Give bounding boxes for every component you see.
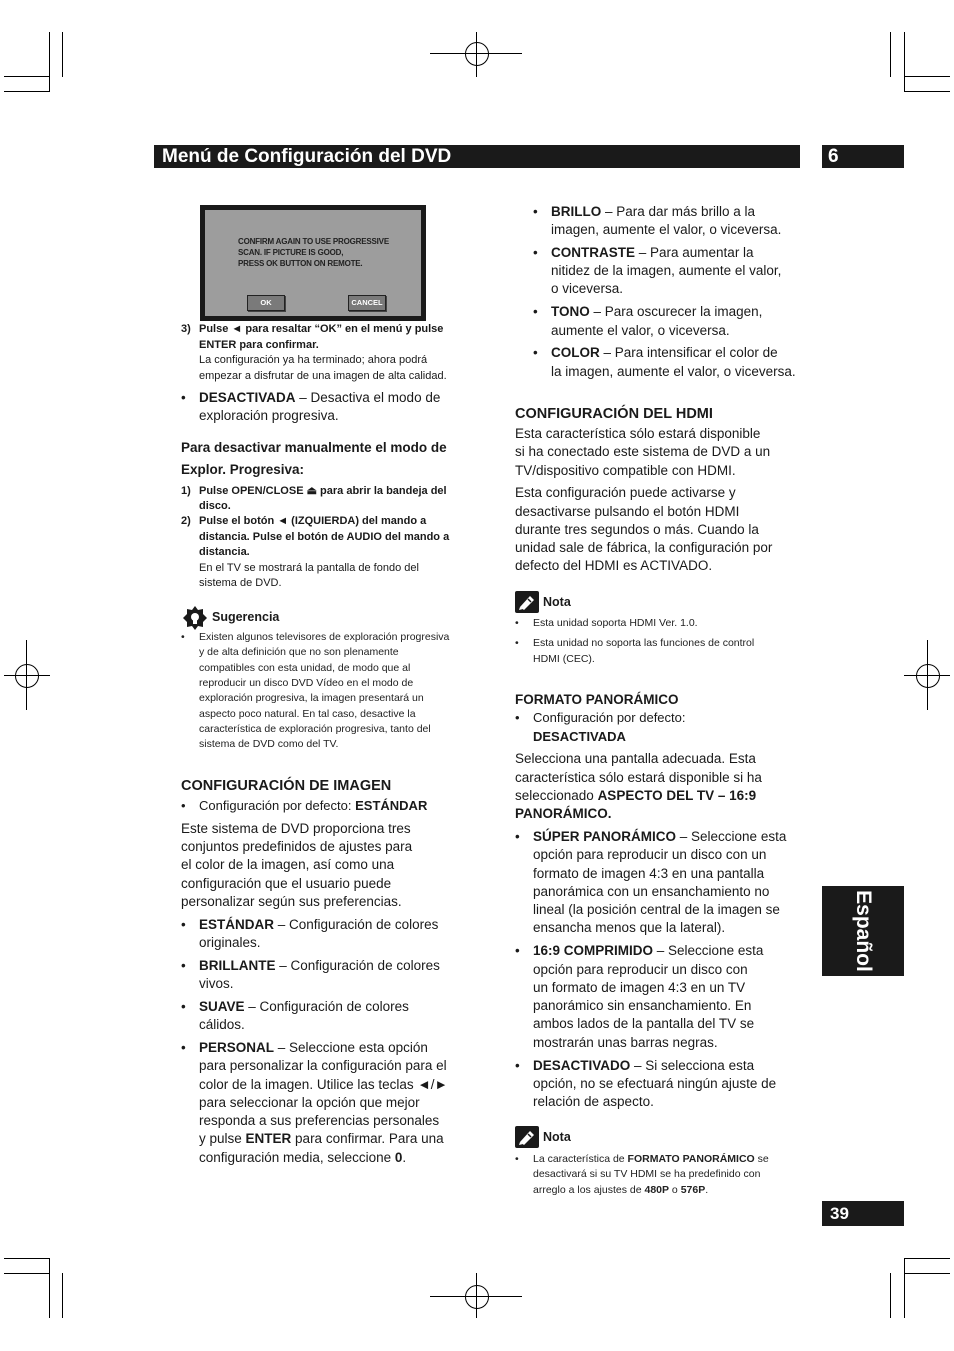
setting-480p: 480P (644, 1184, 670, 1196)
note-label: Nota (543, 1130, 571, 1144)
hdmi-text: desactivarse pulsando el botón HDMI (515, 504, 740, 519)
page-number (822, 1201, 904, 1226)
image-config-heading: CONFIGURACIÓN DE IMAGEN (181, 778, 392, 794)
tip-line: característica de exploración progresiva, tanto del (199, 723, 431, 735)
text: . (402, 1150, 407, 1165)
manual-heading-2: Explor. Progresiva: (181, 462, 305, 477)
off-term: DESACTIVADO (533, 1058, 631, 1073)
bullet: • (181, 631, 185, 643)
bullet: • (181, 798, 186, 813)
note-icon (515, 591, 539, 613)
text: seleccionado (515, 788, 598, 803)
bright-term: BRILLANTE (199, 958, 276, 973)
brightness-item (551, 203, 755, 221)
image-default-value: ESTÁNDAR (355, 798, 428, 813)
desactivada-term: DESACTIVADA (199, 390, 296, 405)
hdmi-text: Esta configuración puede activarse y (515, 485, 736, 500)
super-wide-line: lineal (la posición central de la imagen se (533, 902, 780, 917)
super-wide-line: panorámica con un ensanchamiento no (533, 884, 770, 899)
super-wide-term: SÚPER PANORÁMICO (533, 829, 677, 844)
widescreen-heading: FORMATO PANORÁMICO (515, 692, 679, 707)
bullet: • (515, 829, 520, 844)
tip-label: Sugerencia (212, 610, 280, 624)
hdmi-text: unidad sale de fábrica, la configuración por (515, 540, 773, 555)
contrast-line2: nitidez de la imagen, aumente el valor, (551, 263, 782, 278)
tone-line2: aumente el valor, o viceversa. (551, 323, 730, 338)
manual-step-2: Pulse el botón ◄ (IZQUIERDA) del mando a (199, 515, 427, 527)
desactivada-line2: exploración progresiva. (199, 408, 339, 423)
bullet: • (181, 917, 186, 932)
personal-line: responda a sus preferencias personales (199, 1113, 440, 1128)
squeeze-line: panorámico sin ensanchamiento. En (533, 998, 752, 1013)
super-wide-line: ensancha menos que la lateral). (533, 920, 726, 935)
screen-ok-button: OK (247, 295, 285, 311)
squeeze-term: 16:9 COMPRIMIDO (533, 943, 654, 958)
image-default (199, 797, 427, 815)
bullet: • (515, 637, 519, 649)
setting-576p: 576P (680, 1184, 706, 1196)
screen-message: CONFIRM AGAIN TO USE PROGRESSIVE SCAN. IF PICTURE IS GOOD, PRESS OK BUTTON ON REMOTE. (238, 237, 389, 268)
step-3-number: 3) (181, 323, 191, 335)
standard-desc: – Configuración de colores (274, 917, 439, 932)
manual-step-1: Pulse OPEN/CLOSE ⏏ para abrir la bandeja del (199, 485, 447, 497)
note-text: Esta unidad no soporta las funciones de control (533, 637, 755, 649)
tip-line: y de alta definición que no son plenamente (199, 646, 399, 658)
zero-value: 0 (394, 1150, 403, 1165)
personal-line: para personalizar la configuración para el (199, 1058, 447, 1073)
brightness-term: BRILLO (551, 204, 602, 219)
hdmi-text: defecto del HDMI es ACTIVADO. (515, 558, 713, 573)
lightbulb-icon (183, 606, 207, 630)
super-wide-line: opción para reproducir un disco con un (533, 847, 767, 862)
bright-item (199, 957, 440, 975)
tone-term: TONO (551, 304, 590, 319)
bullet: • (181, 390, 186, 405)
tv-screen-dialog (205, 210, 421, 316)
personal-desc: – Seleccione esta opción (274, 1040, 428, 1055)
personal-line (199, 1149, 406, 1167)
squeeze-line: mostrarán unas barras negras. (533, 1035, 718, 1050)
bullet: • (515, 710, 520, 725)
hdmi-heading: CONFIGURACIÓN DEL HDMI (515, 406, 713, 422)
bullet: • (181, 958, 186, 973)
tip-line: reproducir un disco DVD Vídeo en el modo de (199, 677, 414, 689)
standard-item (199, 916, 438, 934)
contrast-term: CONTRASTE (551, 245, 635, 260)
off-line: relación de aspecto. (533, 1094, 654, 1109)
desactivada-desc: – Desactiva el modo de (295, 390, 441, 405)
brightness-line2: imagen, aumente el valor, o viceversa. (551, 222, 782, 237)
tv-screen-illustration (200, 205, 426, 321)
text: o (669, 1184, 681, 1196)
image-default-label: Configuración por defecto: (199, 798, 356, 813)
bright-line2: vivos. (199, 976, 234, 991)
off-line: opción, no se efectuará ningún ajuste de (533, 1076, 777, 1091)
tip-line: exploración progresiva, la imagen presentará un (199, 692, 424, 704)
text: arreglo a los ajustes de (533, 1184, 645, 1196)
language-label: Español (852, 890, 875, 972)
text: . (705, 1184, 709, 1196)
note-text: HDMI (CEC). (533, 653, 595, 665)
enter-key: ENTER (245, 1131, 292, 1146)
personal-line: color de la imagen. Utilice las teclas ◄/► (199, 1077, 448, 1092)
personal-line (199, 1130, 444, 1148)
page-title: Menú de Configuración del DVD (162, 146, 452, 167)
step-3-text: La configuración ya ha terminado; ahora podrá (199, 354, 428, 366)
contrast-item (551, 244, 754, 262)
tip-line: Existen algunos televisores de exploración progresiva (199, 631, 450, 643)
squeeze-line: opción para reproducir un disco con (533, 962, 748, 977)
bullet: • (515, 617, 519, 629)
page-number-label: 39 (830, 1204, 849, 1223)
personal-line: para seleccionar la opción que mejor (199, 1095, 420, 1110)
widescreen-intro: característica sólo estará disponible si ha (515, 770, 762, 785)
bullet: • (181, 999, 186, 1014)
bright-desc: – Configuración de colores (275, 958, 440, 973)
tip-line: compatibles con esta unidad, de modo que al (199, 662, 411, 674)
bullet: • (533, 204, 538, 219)
hdmi-text: si ha conectado este sistema de DVD a un (515, 444, 771, 459)
text: se (754, 1153, 769, 1165)
widescreen-default-value: DESACTIVADA (533, 729, 626, 744)
manual-step-1-line2: disco. (199, 500, 231, 512)
chapter-label: 6 (828, 146, 839, 167)
note-icon (515, 1126, 539, 1148)
soft-term: SUAVE (199, 999, 245, 1014)
tone-item (551, 303, 762, 321)
personal-term: PERSONAL (199, 1040, 275, 1055)
bullet: • (533, 245, 538, 260)
squeeze-desc: – Seleccione esta (653, 943, 764, 958)
super-wide-desc: – Seleccione esta (676, 829, 787, 844)
note-label: Nota (543, 595, 571, 609)
note-text: desactivará si su TV HDMI se ha predefinido con (533, 1168, 761, 1180)
widescreen-term: FORMATO PANORÁMICO (627, 1153, 755, 1165)
contrast-line3: o viceversa. (551, 281, 624, 296)
color-item (551, 344, 778, 362)
brightness-desc: – Para dar más brillo a la (601, 204, 756, 219)
tv-aspect-setting: ASPECTO DEL TV – 16:9 (597, 788, 757, 803)
image-intro-line: el color de la imagen, así como una (181, 857, 395, 872)
step-3-instruction-2: ENTER para confirmar. (199, 339, 319, 351)
bullet: • (533, 345, 538, 360)
off-desc: – Si selecciona esta (630, 1058, 755, 1073)
screen-cancel-button: CANCEL (348, 295, 386, 311)
manual-heading: Para desactivar manualmente el modo de (181, 440, 447, 455)
widescreen-default-label: Configuración por defecto: (533, 710, 686, 725)
manual-step-1-number: 1) (181, 485, 191, 497)
soft-item (199, 998, 409, 1016)
text: para confirmar. Para una (291, 1131, 444, 1146)
text: y pulse (199, 1131, 246, 1146)
contrast-desc: – Para aumentar la (635, 245, 754, 260)
manual-step-2-line3: distancia. (199, 546, 250, 558)
off-item (533, 1057, 754, 1075)
super-wide-line: formato de imagen 4:3 en una pantalla (533, 866, 765, 881)
desactivada-item (199, 389, 440, 407)
standard-term: ESTÁNDAR (199, 917, 275, 932)
color-term: COLOR (551, 345, 600, 360)
bullet: • (515, 1153, 519, 1165)
widescreen-intro (515, 787, 756, 805)
color-line2: la imagen, aumente el valor, o viceversa. (551, 364, 796, 379)
squeeze-line: un formato de imagen 4:3 en un TV (533, 980, 746, 995)
manual-step-2-text-2: sistema de DVD. (199, 577, 282, 589)
note-text: Esta unidad soporta HDMI Ver. 1.0. (533, 617, 698, 629)
image-intro-line: configuración que el usuario puede (181, 876, 392, 891)
manual-step-2-number: 2) (181, 515, 191, 527)
hdmi-text: durante tres segundos o más. Cuando la (515, 522, 759, 537)
widescreen-intro: PANORÁMICO. (515, 806, 612, 821)
tip-line: sistema de DVD como del TV. (199, 738, 339, 750)
bullet: • (515, 1058, 520, 1073)
step-3-instruction: Pulse ◄ para resaltar “OK” en el menú y pulse (199, 323, 444, 335)
text: La característica de (533, 1153, 628, 1165)
widescreen-intro: Selecciona una pantalla adecuada. Esta (515, 751, 756, 766)
super-wide-item (533, 828, 786, 846)
text: configuración media, seleccione (199, 1150, 395, 1165)
note-text (533, 1183, 708, 1198)
note-text (533, 1152, 769, 1167)
hdmi-text: TV/dispositivo compatible con HDMI. (515, 463, 736, 478)
soft-line2: cálidos. (199, 1017, 245, 1032)
bullet: • (533, 304, 538, 319)
manual-step-2-text: En el TV se mostrará la pantalla de fondo del (199, 562, 419, 574)
tone-desc: – Para oscurecer la imagen, (589, 304, 763, 319)
hdmi-text: Esta característica sólo estará disponible (515, 426, 761, 441)
bullet: • (515, 943, 520, 958)
step-3-text-2: empezar a disfrutar de una imagen de alta calidad. (199, 370, 447, 382)
manual-step-2-line2: distancia. Pulse el botón de AUDIO del mando a (199, 531, 450, 543)
standard-line2: originales. (199, 935, 261, 950)
soft-desc: – Configuración de colores (244, 999, 409, 1014)
squeeze-item (533, 942, 763, 960)
color-desc: – Para intensificar el color de (599, 345, 778, 360)
image-intro-line: Este sistema de DVD proporciona tres (181, 821, 411, 836)
image-intro-line: personalizar según sus preferencias. (181, 894, 402, 909)
bullet: • (181, 1040, 186, 1055)
tip-line: aspecto poco natural. En tal caso, desactive la (199, 708, 416, 720)
chapter-number (822, 145, 904, 168)
image-intro-line: conjuntos predefinidos de ajustes para (181, 839, 413, 854)
squeeze-line: ambos lados de la pantalla del TV se (533, 1016, 755, 1031)
personal-item (199, 1039, 428, 1057)
language-tab (822, 886, 904, 976)
